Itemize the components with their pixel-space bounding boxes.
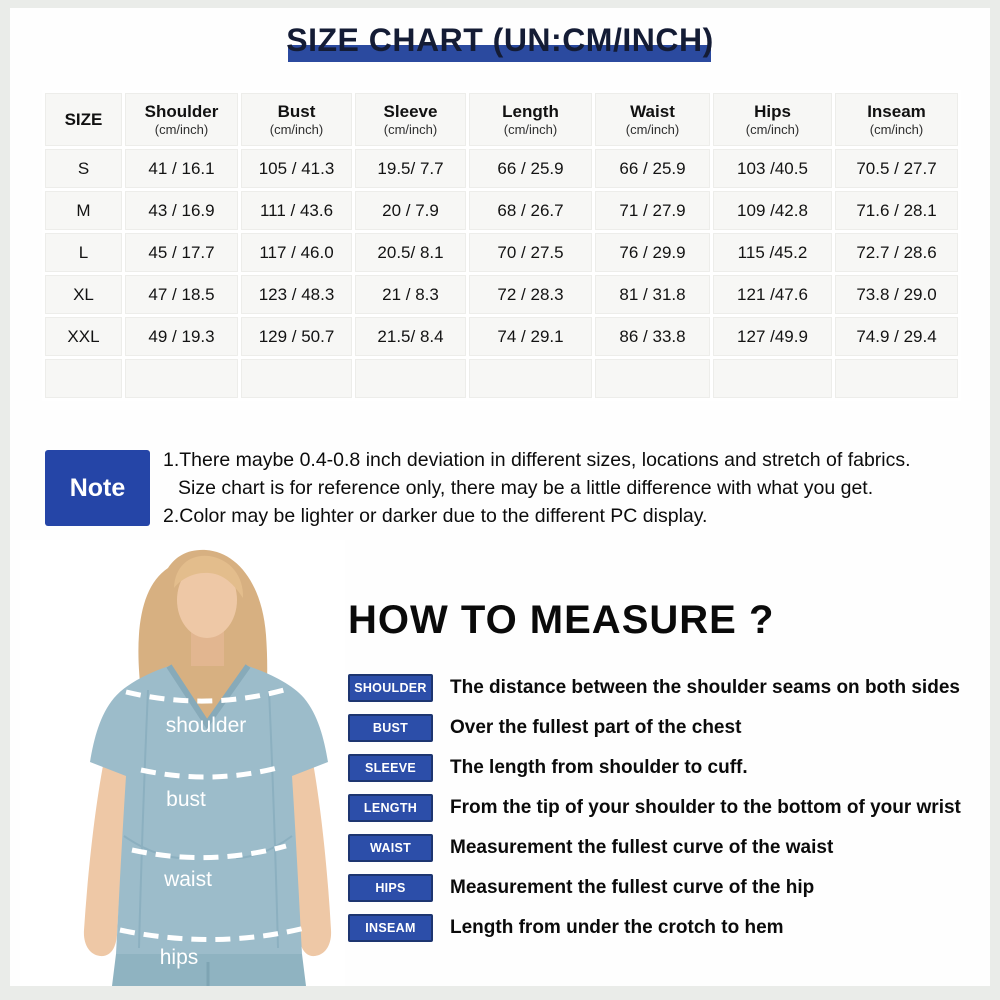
- note-line: Size chart is for reference only, there may be a little difference with what you get.: [178, 477, 874, 499]
- measure-row-waist: [348, 834, 961, 862]
- col-header-bust: Bust (cm/inch): [240, 92, 354, 148]
- col-header-shoulder: Shoulder (cm/inch): [124, 92, 240, 148]
- figure-label-shoulder: shoulder: [165, 714, 247, 737]
- figure-label-bust: bust: [166, 788, 206, 811]
- col-header-waist: Waist (cm/inch): [594, 92, 712, 148]
- table-cell: 74.9 / 29.4: [834, 316, 960, 358]
- measure-list: [348, 674, 961, 954]
- size-cell: S: [44, 148, 124, 190]
- table-cell: 123 / 48.3: [240, 274, 354, 316]
- table-cell: 20.5/ 8.1: [354, 232, 468, 274]
- inseam-badge: INSEAM: [348, 914, 433, 942]
- measure-row-sleeve: [348, 754, 961, 782]
- figure-label-hips: hips: [159, 946, 199, 969]
- table-row-xxl: [44, 316, 960, 358]
- table-cell: 43 / 16.9: [124, 190, 240, 232]
- bust-badge: BUST: [348, 714, 433, 742]
- table-cell: 127 /49.9: [712, 316, 834, 358]
- table-cell: 45 / 17.7: [124, 232, 240, 274]
- table-cell: 121 /47.6: [712, 274, 834, 316]
- measure-description: The length from shoulder to cuff.: [450, 757, 748, 778]
- table-cell: [240, 358, 354, 400]
- col-header-hips: Hips (cm/inch): [712, 92, 834, 148]
- hips-badge: HIPS: [348, 874, 433, 902]
- table-header-row: [44, 92, 960, 148]
- measure-description: From the tip of your shoulder to the bottom of your wrist: [450, 797, 961, 818]
- table-cell: 111 / 43.6: [240, 190, 354, 232]
- table-cell: [468, 358, 594, 400]
- size-cell: M: [44, 190, 124, 232]
- table-cell: 105 / 41.3: [240, 148, 354, 190]
- table-cell: [834, 358, 960, 400]
- measure-description: Over the fullest part of the chest: [450, 717, 742, 738]
- col-header-size: SIZE: [44, 92, 124, 148]
- how-to-measure-title: HOW TO MEASURE ?: [348, 598, 775, 642]
- measure-description: Measurement the fullest curve of the hip: [450, 877, 815, 898]
- table-cell: 103 /40.5: [712, 148, 834, 190]
- table-cell: 74 / 29.1: [468, 316, 594, 358]
- waist-badge: WAIST: [348, 834, 433, 862]
- table-cell: 71.6 / 28.1: [834, 190, 960, 232]
- note-badge: Note: [45, 450, 150, 526]
- table-cell: 109 /42.8: [712, 190, 834, 232]
- size-table: [42, 90, 961, 401]
- table-row-empty: [44, 358, 960, 400]
- table-cell: 72.7 / 28.6: [834, 232, 960, 274]
- table-cell: 117 / 46.0: [240, 232, 354, 274]
- table-cell: 21.5/ 8.4: [354, 316, 468, 358]
- figure-label-waist: waist: [164, 868, 212, 891]
- page-title-wrap: [0, 22, 1000, 59]
- table-cell: 68 / 26.7: [468, 190, 594, 232]
- table-row-m: [44, 190, 960, 232]
- measure-row-inseam: [348, 914, 961, 942]
- model-photo: [20, 540, 345, 986]
- table-cell: 73.8 / 29.0: [834, 274, 960, 316]
- note-line: 2.Color may be lighter or darker due to the different PC display.: [163, 505, 708, 527]
- table-cell: 71 / 27.9: [594, 190, 712, 232]
- table-cell: [124, 358, 240, 400]
- table-cell: [44, 358, 124, 400]
- table-cell: 20 / 7.9: [354, 190, 468, 232]
- measure-description: The distance between the shoulder seams on both sides: [450, 677, 960, 698]
- note-text: [163, 446, 963, 530]
- table-cell: 115 /45.2: [712, 232, 834, 274]
- model-illustration: [20, 540, 345, 986]
- table-cell: 47 / 18.5: [124, 274, 240, 316]
- measure-row-length: [348, 794, 961, 822]
- size-cell: L: [44, 232, 124, 274]
- measure-row-hips: [348, 874, 961, 902]
- table-cell: 19.5/ 7.7: [354, 148, 468, 190]
- table-cell: 72 / 28.3: [468, 274, 594, 316]
- col-header-inseam: Inseam (cm/inch): [834, 92, 960, 148]
- table-cell: 76 / 29.9: [594, 232, 712, 274]
- table-row-xl: [44, 274, 960, 316]
- note-line: 1.There maybe 0.4-0.8 inch deviation in different sizes, locations and stretch of fabrics.: [163, 449, 911, 471]
- table-cell: 66 / 25.9: [594, 148, 712, 190]
- sleeve-badge: SLEEVE: [348, 754, 433, 782]
- table-cell: [594, 358, 712, 400]
- size-cell: XL: [44, 274, 124, 316]
- measure-description: Length from under the crotch to hem: [450, 917, 784, 938]
- table-row-l: [44, 232, 960, 274]
- shoulder-badge: SHOULDER: [348, 674, 433, 702]
- measure-description: Measurement the fullest curve of the waist: [450, 837, 834, 858]
- table-cell: 41 / 16.1: [124, 148, 240, 190]
- measure-row-shoulder: [348, 674, 961, 702]
- table-cell: 66 / 25.9: [468, 148, 594, 190]
- table-cell: 70.5 / 27.7: [834, 148, 960, 190]
- col-header-length: Length (cm/inch): [468, 92, 594, 148]
- length-badge: LENGTH: [348, 794, 433, 822]
- table-cell: 86 / 33.8: [594, 316, 712, 358]
- page-title: SIZE CHART (UN:CM/INCH): [286, 22, 714, 58]
- table-cell: 21 / 8.3: [354, 274, 468, 316]
- size-cell: XXL: [44, 316, 124, 358]
- table-cell: [354, 358, 468, 400]
- table-row-s: [44, 148, 960, 190]
- table-cell: [712, 358, 834, 400]
- table-cell: 70 / 27.5: [468, 232, 594, 274]
- measure-row-bust: [348, 714, 961, 742]
- table-cell: 129 / 50.7: [240, 316, 354, 358]
- table-cell: 49 / 19.3: [124, 316, 240, 358]
- col-header-sleeve: Sleeve (cm/inch): [354, 92, 468, 148]
- table-cell: 81 / 31.8: [594, 274, 712, 316]
